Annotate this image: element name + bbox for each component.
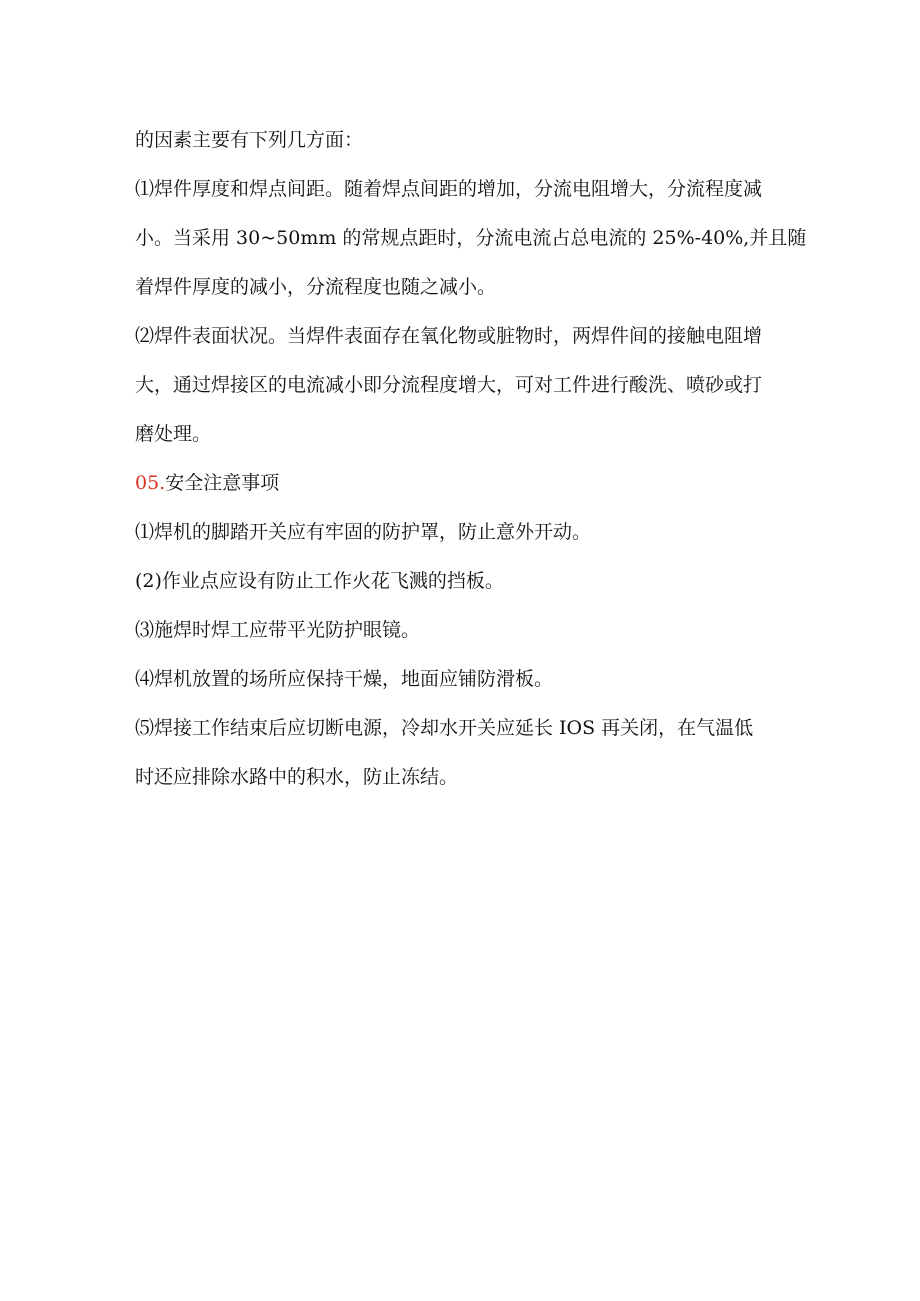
safety-item-5-line-2: 时还应排除水路中的积水，防止冻结。 [135,766,459,788]
section-number: 05. [135,472,166,494]
factor-1-line-2: 小。当采用 30~50mm 的常规点距时，分流电流占总电流的 25%-40%,并且随 [135,227,807,249]
intro-line: 的因素主要有下列几方面： [135,129,364,151]
safety-item-2: (2)作业点应设有防止工作火花飞溅的挡板。 [135,570,504,592]
safety-item-3: ⑶施焊时焊工应带平光防护眼镜。 [135,619,421,641]
safety-item-5-line-1: ⑸焊接工作结束后应切断电源，冷却水开关应延长 IOS 再关闭，在气温低 [135,717,754,739]
factor-2-line-2: 大，通过焊接区的电流减小即分流程度增大，可对工件进行酸洗、喷砂或打 [135,374,763,396]
factor-1-paragraph [135,165,807,312]
safety-item-5 [135,704,795,802]
document-body [135,116,807,802]
safety-item-4: ⑷焊机放置的场所应保持干燥，地面应铺防滑板。 [135,668,554,690]
factor-2-line-3: 磨处理。 [135,423,212,445]
safety-item-1: ⑴焊机的脚踏开关应有牢固的防护罩，防止意外开动。 [135,521,592,543]
factor-2-line-1: ⑵焊件表面状况。当焊件表面存在氧化物或脏物时，两焊件间的接触电阻增 [135,325,763,347]
factor-2-paragraph [135,312,795,459]
section-title: 安全注意事项 [165,472,280,494]
section-05-heading [135,459,795,508]
factor-1-line-1: ⑴焊件厚度和焊点间距。随着焊点间距的增加，分流电阻增大，分流程度减 [135,178,763,200]
factor-1-line-3: 着焊件厚度的减小，分流程度也随之减小。 [135,276,497,298]
